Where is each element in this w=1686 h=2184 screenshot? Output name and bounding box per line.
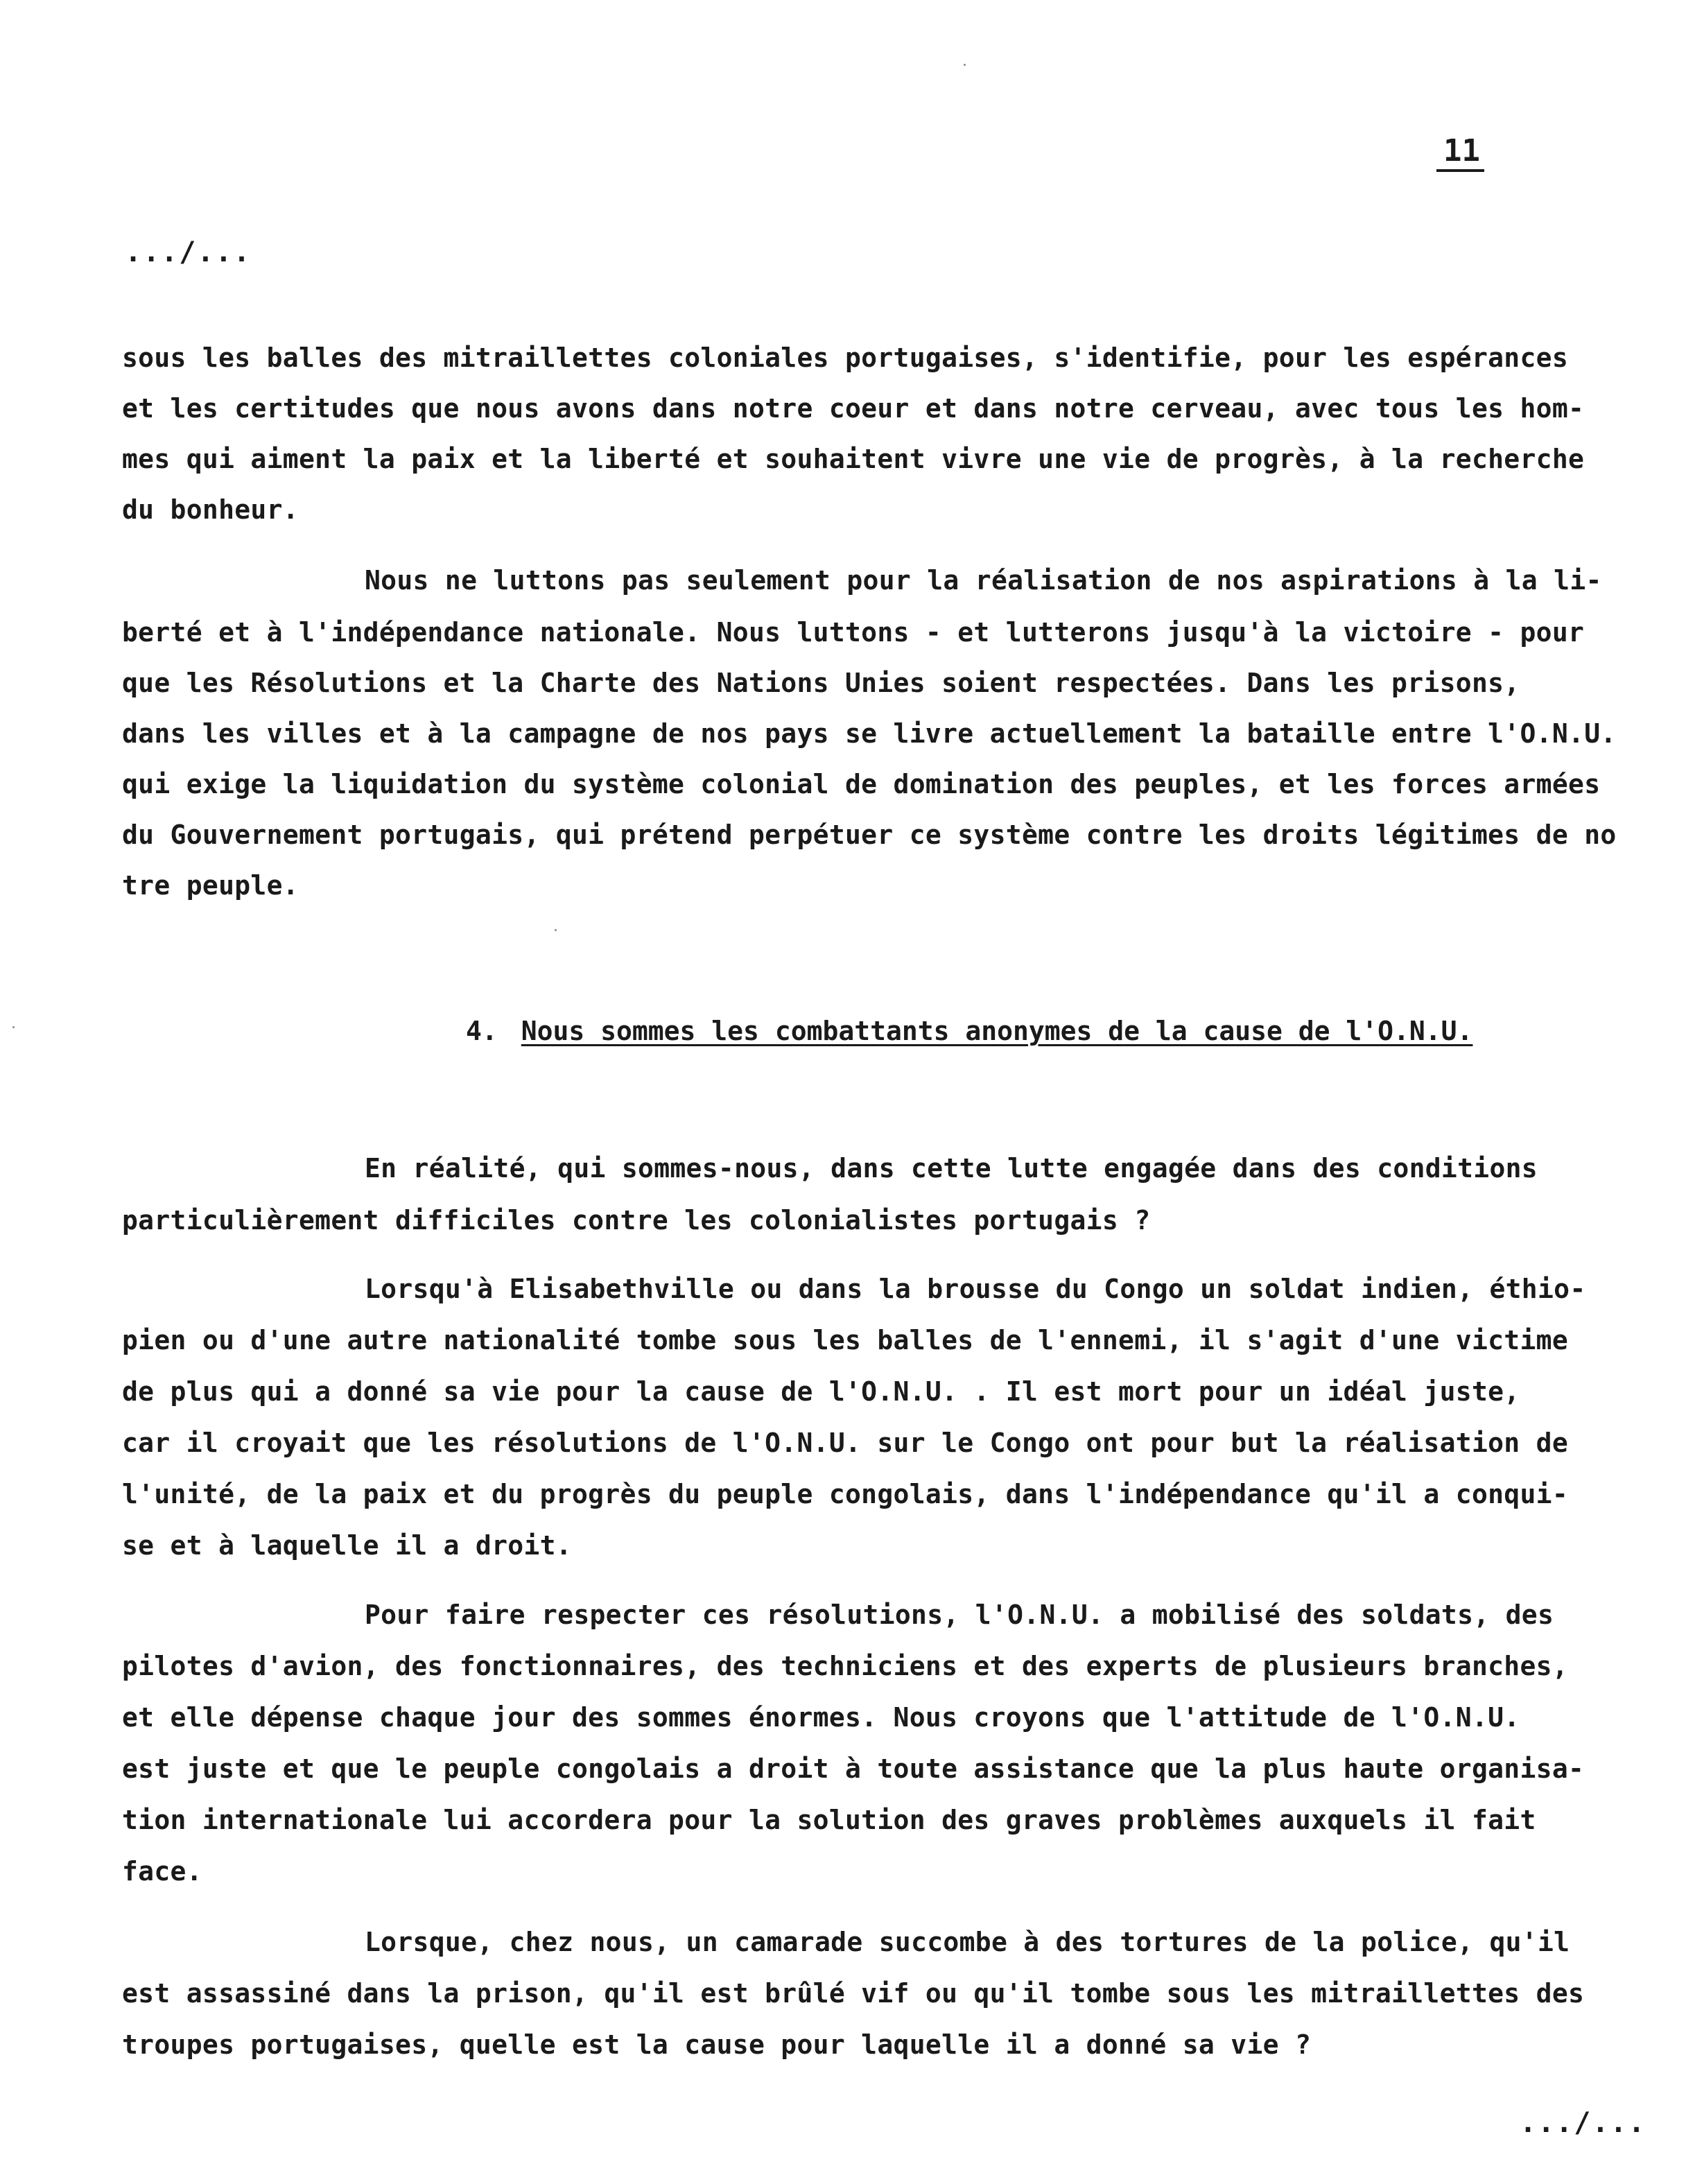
- text-line: tre peuple.: [122, 870, 299, 901]
- text-line: tion internationale lui accordera pour la solution des graves problèmes auxquels il fait: [122, 1805, 1536, 1835]
- continuation-marker-top: .../...: [125, 236, 252, 268]
- text-line: est assassiné dans la prison, qu'il est brûlé vif ou qu'il tombe sous les mitraillettes des: [122, 1978, 1585, 2009]
- text-line: mes qui aiment la paix et la liberté et souhaitent vivre une vie de progrès, à la recherche: [122, 444, 1585, 474]
- text-line: face.: [122, 1856, 202, 1887]
- section-number: 4.: [466, 1016, 498, 1046]
- text-line: est juste et que le peuple congolais a droit à toute assistance que la plus haute organisa-: [122, 1753, 1585, 1784]
- scan-speck: [964, 64, 966, 66]
- text-line: berté et à l'indépendance nationale. Nous luttons - et lutterons jusqu'à la victoire - pour: [122, 617, 1585, 648]
- text-line: se et à laquelle il a droit.: [122, 1530, 572, 1561]
- text-line: pien ou d'une autre nationalité tombe sous les balles de l'ennemi, il s'agit d'une victime: [122, 1325, 1569, 1355]
- scan-speck: [555, 929, 557, 931]
- text-line: pilotes d'avion, des fonctionnaires, des techniciens et des experts de plusieurs branches,: [122, 1651, 1569, 1681]
- text-line: et les certitudes que nous avons dans notre coeur et dans notre cerveau, avec tous les hom-: [122, 393, 1585, 424]
- text-line: que les Résolutions et la Charte des Nations Unies soient respectées. Dans les prisons,: [122, 668, 1520, 698]
- text-line: troupes portugaises, quelle est la cause pour laquelle il a donné sa vie ?: [122, 2029, 1312, 2060]
- page-number: 11: [1436, 136, 1484, 172]
- text-line: dans les villes et à la campagne de nos pays se livre actuellement la bataille entre l'O.N.U.: [122, 718, 1617, 749]
- text-line: Lorsqu'à Elisabethville ou dans la brousse du Congo un soldat indien, éthio-: [365, 1274, 1586, 1304]
- continuation-marker-bottom: .../...: [1520, 2107, 1646, 2139]
- text-line: En réalité, qui sommes-nous, dans cette lutte engagée dans des conditions: [365, 1153, 1538, 1184]
- text-line: du Gouvernement portugais, qui prétend perpétuer ce système contre les droits légitimes de no: [122, 820, 1617, 850]
- text-line: de plus qui a donné sa vie pour la cause de l'O.N.U. . Il est mort pour un idéal juste,: [122, 1376, 1520, 1407]
- text-line: car il croyait que les résolutions de l'O.N.U. sur le Congo ont pour but la réalisation de: [122, 1428, 1569, 1458]
- text-line: sous les balles des mitraillettes coloniales portugaises, s'identifie, pour les espérances: [122, 343, 1569, 373]
- section-heading: [466, 1018, 1472, 1044]
- text-line: particulièrement difficiles contre les colonialistes portugais ?: [122, 1205, 1151, 1236]
- text-line: qui exige la liquidation du système colonial de domination des peuples, et les forces armées: [122, 769, 1601, 799]
- section-title: Nous sommes les combattants anonymes de la cause de l'O.N.U.: [521, 1016, 1473, 1046]
- text-line: et elle dépense chaque jour des sommes énormes. Nous croyons que l'attitude de l'O.N.U.: [122, 1702, 1520, 1733]
- text-line: Lorsque, chez nous, un camarade succombe à des tortures de la police, qu'il: [365, 1927, 1570, 1957]
- text-line: Nous ne luttons pas seulement pour la réalisation de nos aspirations à la li-: [365, 565, 1602, 596]
- text-line: Pour faire respecter ces résolutions, l'O.N.U. a mobilisé des soldats, des: [365, 1600, 1554, 1630]
- scan-speck: [12, 1026, 15, 1028]
- text-line: du bonheur.: [122, 494, 299, 525]
- text-line: l'unité, de la paix et du progrès du peuple congolais, dans l'indépendance qu'il a conqui-: [122, 1479, 1569, 1509]
